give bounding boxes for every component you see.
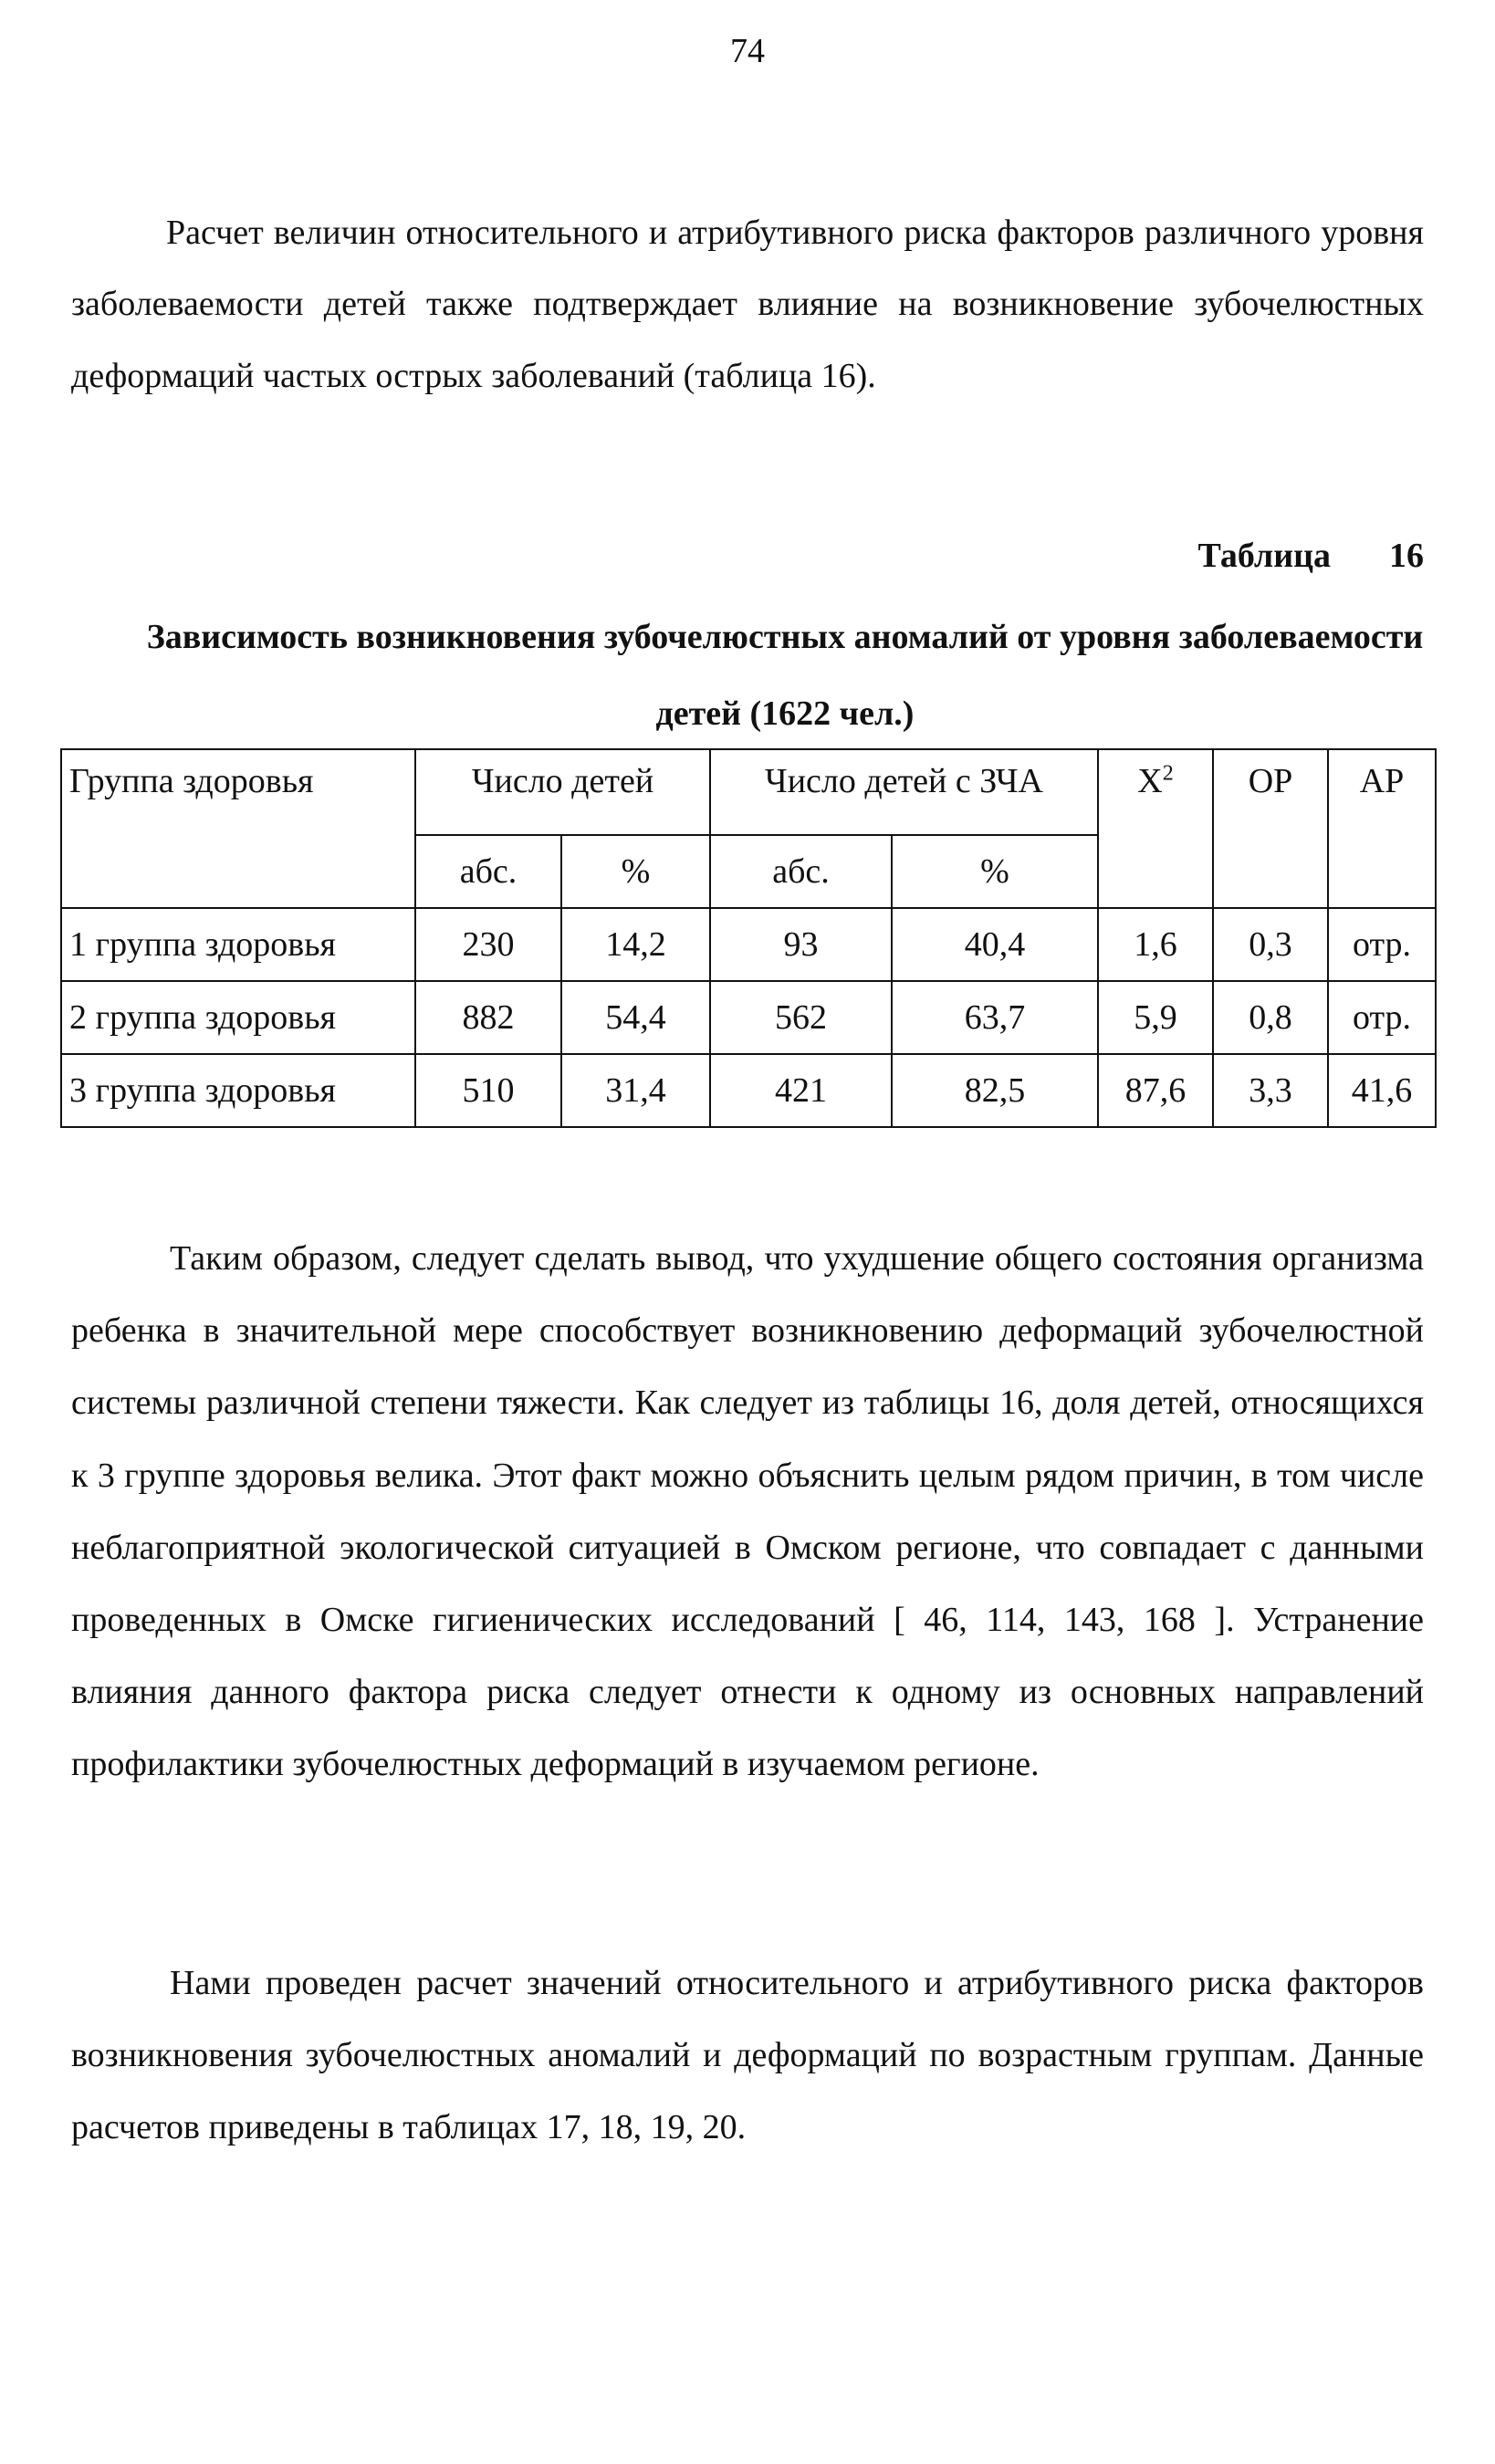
subheader-percent-zcha: % <box>892 835 1098 908</box>
table-cell: 31,4 <box>561 1054 710 1127</box>
subheader-percent: % <box>561 835 710 908</box>
table-cell: 0,3 <box>1213 908 1328 981</box>
header-chi-square <box>1098 749 1213 908</box>
table-cell: 1,6 <box>1098 908 1213 981</box>
header-children: Число детей <box>415 749 710 835</box>
table-cell: отр. <box>1328 908 1436 981</box>
table-cell: 63,7 <box>892 981 1098 1054</box>
paragraph-conclusion: Таким образом, следует сделать вывод, что ухудшение общего состояния организма ребенка в значительной мере способствует возникновению деформаций зубочелюстной системы различной степени тяжести. Как следует из таблицы 16, доля детей, относящихся к 3 группе здоровья велика. Этот факт можно объяснить целым рядом причин, в том числе неблагоприятной экологической ситуацией в Омском регионе, что совпадает с данными проведенных в Омске гигиенических исследований [ 46, 114, 143, 168 ]. Устранение влияния данного фактора риска следует отнести к одному из основных направлений профилактики зубочелюстных деформаций в изучаемом регионе. <box>71 1239 1424 1784</box>
table-cell: 87,6 <box>1098 1054 1213 1127</box>
header-ar: АР <box>1328 749 1436 908</box>
paragraph-calculation: Нами проведен расчет значений относительного и атрибутивного риска факторов возникновения зубочелюстных аномалий и деформаций по возрастным группам. Данные расчетов приведены в таблицах 17, 18, 19, 20. <box>71 1964 1424 2147</box>
table-cell: 40,4 <box>892 908 1098 981</box>
table-cell: отр. <box>1328 981 1436 1054</box>
table-row <box>61 981 1436 1054</box>
table-caption-number: 16 <box>1389 537 1424 575</box>
table-cell: 0,8 <box>1213 981 1328 1054</box>
table-cell: 2 группа здоровья <box>61 981 415 1054</box>
table-caption-word: Таблица <box>1197 537 1331 575</box>
table-row <box>61 908 1436 981</box>
table-header-row <box>61 749 1436 835</box>
table-cell: 41,6 <box>1328 1054 1436 1127</box>
table-caption-label <box>1197 533 1424 579</box>
table-cell: 562 <box>710 981 892 1054</box>
table-cell: 54,4 <box>561 981 710 1054</box>
table-cell: 3,3 <box>1213 1054 1328 1127</box>
table-cell: 882 <box>415 981 561 1054</box>
header-chi-base: X <box>1137 762 1163 800</box>
header-chi-exponent: 2 <box>1162 761 1174 786</box>
table-cell: 5,9 <box>1098 981 1213 1054</box>
table-cell: 93 <box>710 908 892 981</box>
header-or: ОР <box>1213 749 1328 908</box>
table-cell: 14,2 <box>561 908 710 981</box>
subheader-abs: абс. <box>415 835 561 908</box>
table-cell: 1 группа здоровья <box>61 908 415 981</box>
table-row <box>61 1054 1436 1127</box>
table-cell: 510 <box>415 1054 561 1127</box>
header-children-zcha: Число детей с ЗЧА <box>710 749 1098 835</box>
header-group: Группа здоровья <box>61 749 415 908</box>
paragraph-intro: Расчет величин относительного и атрибутивного риска факторов различного уровня заболеваемости детей также подтверждает влияние на возникновение зубочелюстных деформаций частых острых заболеваний (таблица 16). <box>71 214 1424 395</box>
subheader-abs-zcha: абс. <box>710 835 892 908</box>
table-cell: 3 группа здоровья <box>61 1054 415 1127</box>
table-cell: 421 <box>710 1054 892 1127</box>
table-title: Зависимость возникновения зубочелюстных аномалий от уровня заболеваемости детей (1622 чел.) <box>146 618 1424 733</box>
table-cell: 82,5 <box>892 1054 1098 1127</box>
table-cell: 230 <box>415 908 561 981</box>
page-number: 74 <box>730 32 765 70</box>
health-group-table <box>60 748 1437 1128</box>
